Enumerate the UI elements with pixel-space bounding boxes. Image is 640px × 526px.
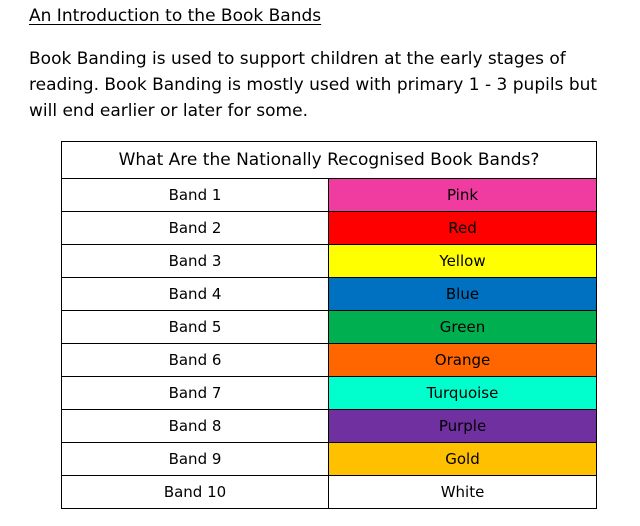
book-bands-table — [61, 141, 597, 509]
band-name-cell: Band 8 — [62, 410, 329, 443]
table-row — [62, 278, 597, 311]
table-row — [62, 311, 597, 344]
page-heading: An Introduction to the Book Bands — [29, 6, 322, 26]
band-colour-cell: Orange — [329, 344, 597, 377]
table-row — [62, 344, 597, 377]
intro-line-2: reading. Book Banding is mostly used with primary 1 - 3 pupils but — [29, 75, 598, 95]
table-row — [62, 377, 597, 410]
band-colour-cell: Green — [329, 311, 597, 344]
table-title: What Are the Nationally Recognised Book Bands? — [62, 142, 597, 179]
band-name-cell: Band 4 — [62, 278, 329, 311]
table-row — [62, 476, 597, 509]
table-row — [62, 245, 597, 278]
band-name-cell: Band 7 — [62, 377, 329, 410]
band-name-cell: Band 9 — [62, 443, 329, 476]
table-row — [62, 179, 597, 212]
intro-line-1: Book Banding is used to support children at the early stages of — [29, 49, 566, 69]
band-colour-cell: Turquoise — [329, 377, 597, 410]
table-row — [62, 410, 597, 443]
intro-line-3: will end earlier or later for some. — [29, 101, 308, 121]
intro-paragraph — [29, 46, 629, 124]
band-name-cell: Band 2 — [62, 212, 329, 245]
band-colour-cell: Blue — [329, 278, 597, 311]
band-colour-cell: Gold — [329, 443, 597, 476]
band-colour-cell: Pink — [329, 179, 597, 212]
band-colour-cell: Purple — [329, 410, 597, 443]
band-name-cell: Band 1 — [62, 179, 329, 212]
band-colour-cell: Yellow — [329, 245, 597, 278]
band-name-cell: Band 10 — [62, 476, 329, 509]
table-row — [62, 443, 597, 476]
band-name-cell: Band 3 — [62, 245, 329, 278]
table-header-row — [62, 142, 597, 179]
band-colour-cell: White — [329, 476, 597, 509]
table-row — [62, 212, 597, 245]
band-colour-cell: Red — [329, 212, 597, 245]
band-name-cell: Band 5 — [62, 311, 329, 344]
band-name-cell: Band 6 — [62, 344, 329, 377]
